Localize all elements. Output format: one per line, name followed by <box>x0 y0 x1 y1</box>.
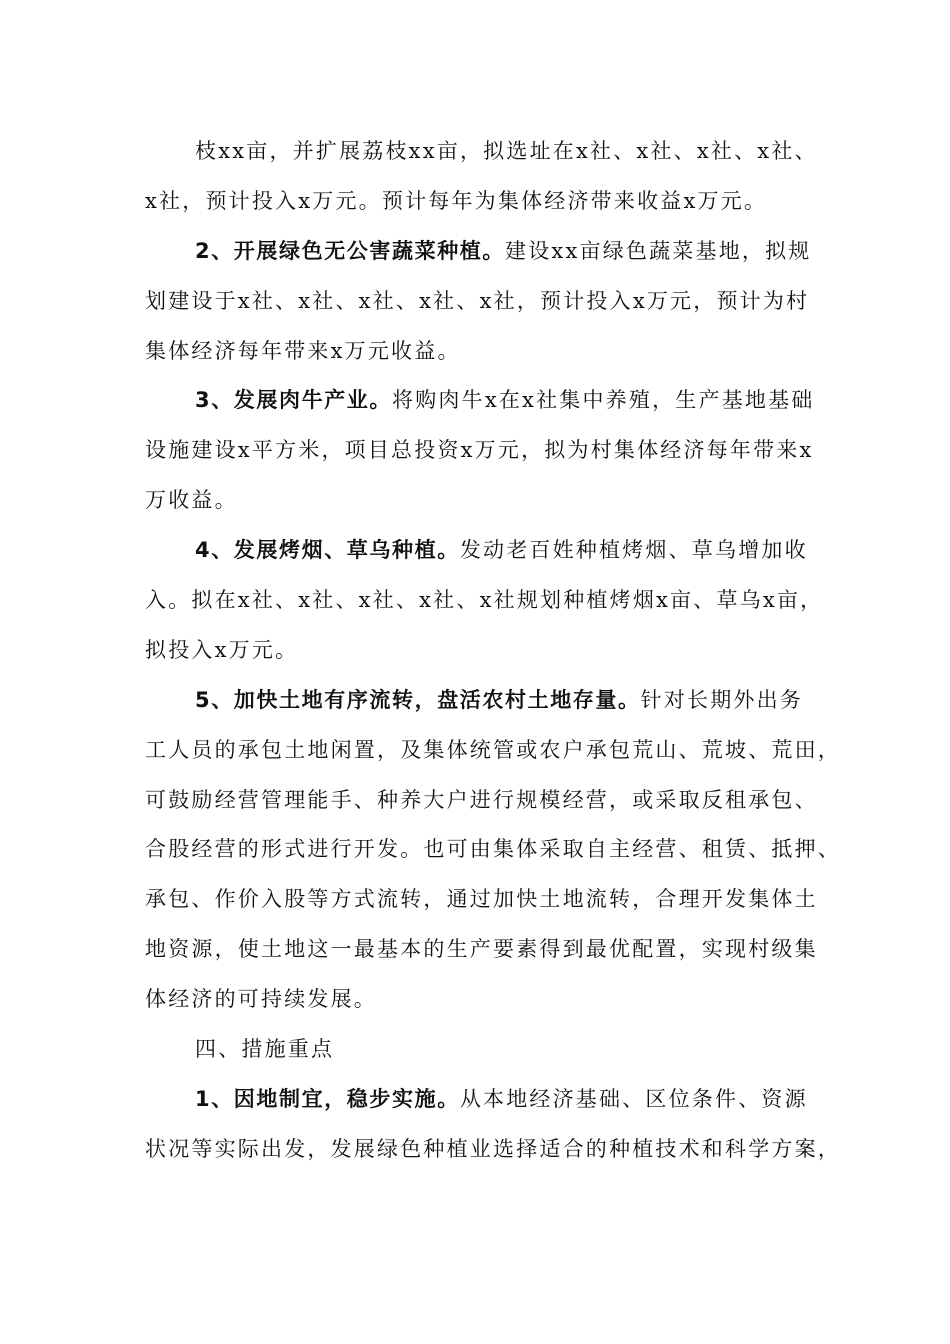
paragraph-item-5 <box>145 676 825 726</box>
section-heading: 四、措施重点 <box>195 1037 335 1062</box>
item-heading: 1、因地制宜，稳步实施。 <box>195 1086 460 1111</box>
text-line: 设施建设x平方米，项目总投资x万元，拟为村集体经济每年带来x <box>145 438 814 463</box>
text-line: 地资源，使土地这一最基本的生产要素得到最优配置，实现村级集 <box>145 937 818 962</box>
text-line: 体经济的可持续发展。 <box>145 987 377 1012</box>
paragraph-item-2 <box>145 227 825 277</box>
measure-item-1 <box>145 1075 825 1125</box>
item-heading: 2、开展绿色无公害蔬菜种植。 <box>195 238 506 263</box>
text-line: 枝xx亩，并扩展荔枝xx亩，拟选址在x社、x社、x社、x社、 <box>195 139 818 163</box>
text-line: 合股经营的形式进行开发。也可由集体采取自主经营、租赁、抵押、 <box>145 837 841 862</box>
text-line: 入。拟在x社、x社、x社、x社、x社规划种植烤烟x亩、草乌x亩， <box>145 588 824 613</box>
text-line: 承包、作价入股等方式流转，通过加快土地流转，合理开发集体土 <box>145 887 818 912</box>
paragraph-item-3 <box>145 376 825 426</box>
text-line: 针对长期外出务 <box>640 687 804 712</box>
text-line: 发动老百姓种植烤烟、草乌增加收 <box>459 538 808 563</box>
text-line: 集体经济每年带来x万元收益。 <box>145 338 461 363</box>
document-page <box>145 127 841 1175</box>
text-line: 建设xx亩绿色蔬菜基地，拟规 <box>505 238 812 263</box>
item-heading: 3、发展肉牛产业。 <box>195 388 393 413</box>
text-line: x社，预计投入x万元。预计每年为集体经济带来收益x万元。 <box>145 188 768 213</box>
text-line: 可鼓励经营管理能手、种养大户进行规模经营，或采取反租承包、 <box>145 787 818 812</box>
text-line: 万收益。 <box>145 488 238 513</box>
text-line: 拟投入x万元。 <box>145 637 299 662</box>
text-line: 状况等实际出发，发展绿色种植业选择适合的种植技术和科学方案， <box>145 1136 841 1161</box>
text-line: 工人员的承包土地闲置，及集体统管或农户承包荒山、荒坡、荒田， <box>145 737 841 762</box>
paragraph-item-4 <box>145 526 825 576</box>
text-line: 划建设于x社、x社、x社、x社、x社，预计投入x万元，预计为村 <box>145 288 810 313</box>
text-line: 从本地经济基础、区位条件、资源 <box>459 1086 808 1111</box>
text-line: 将购肉牛x在x社集中养殖，生产基地基础 <box>392 388 815 413</box>
item-heading: 4、发展烤烟、草乌种植。 <box>195 538 460 563</box>
item-heading: 5、加快土地有序流转，盘活农村土地存量。 <box>195 687 641 712</box>
